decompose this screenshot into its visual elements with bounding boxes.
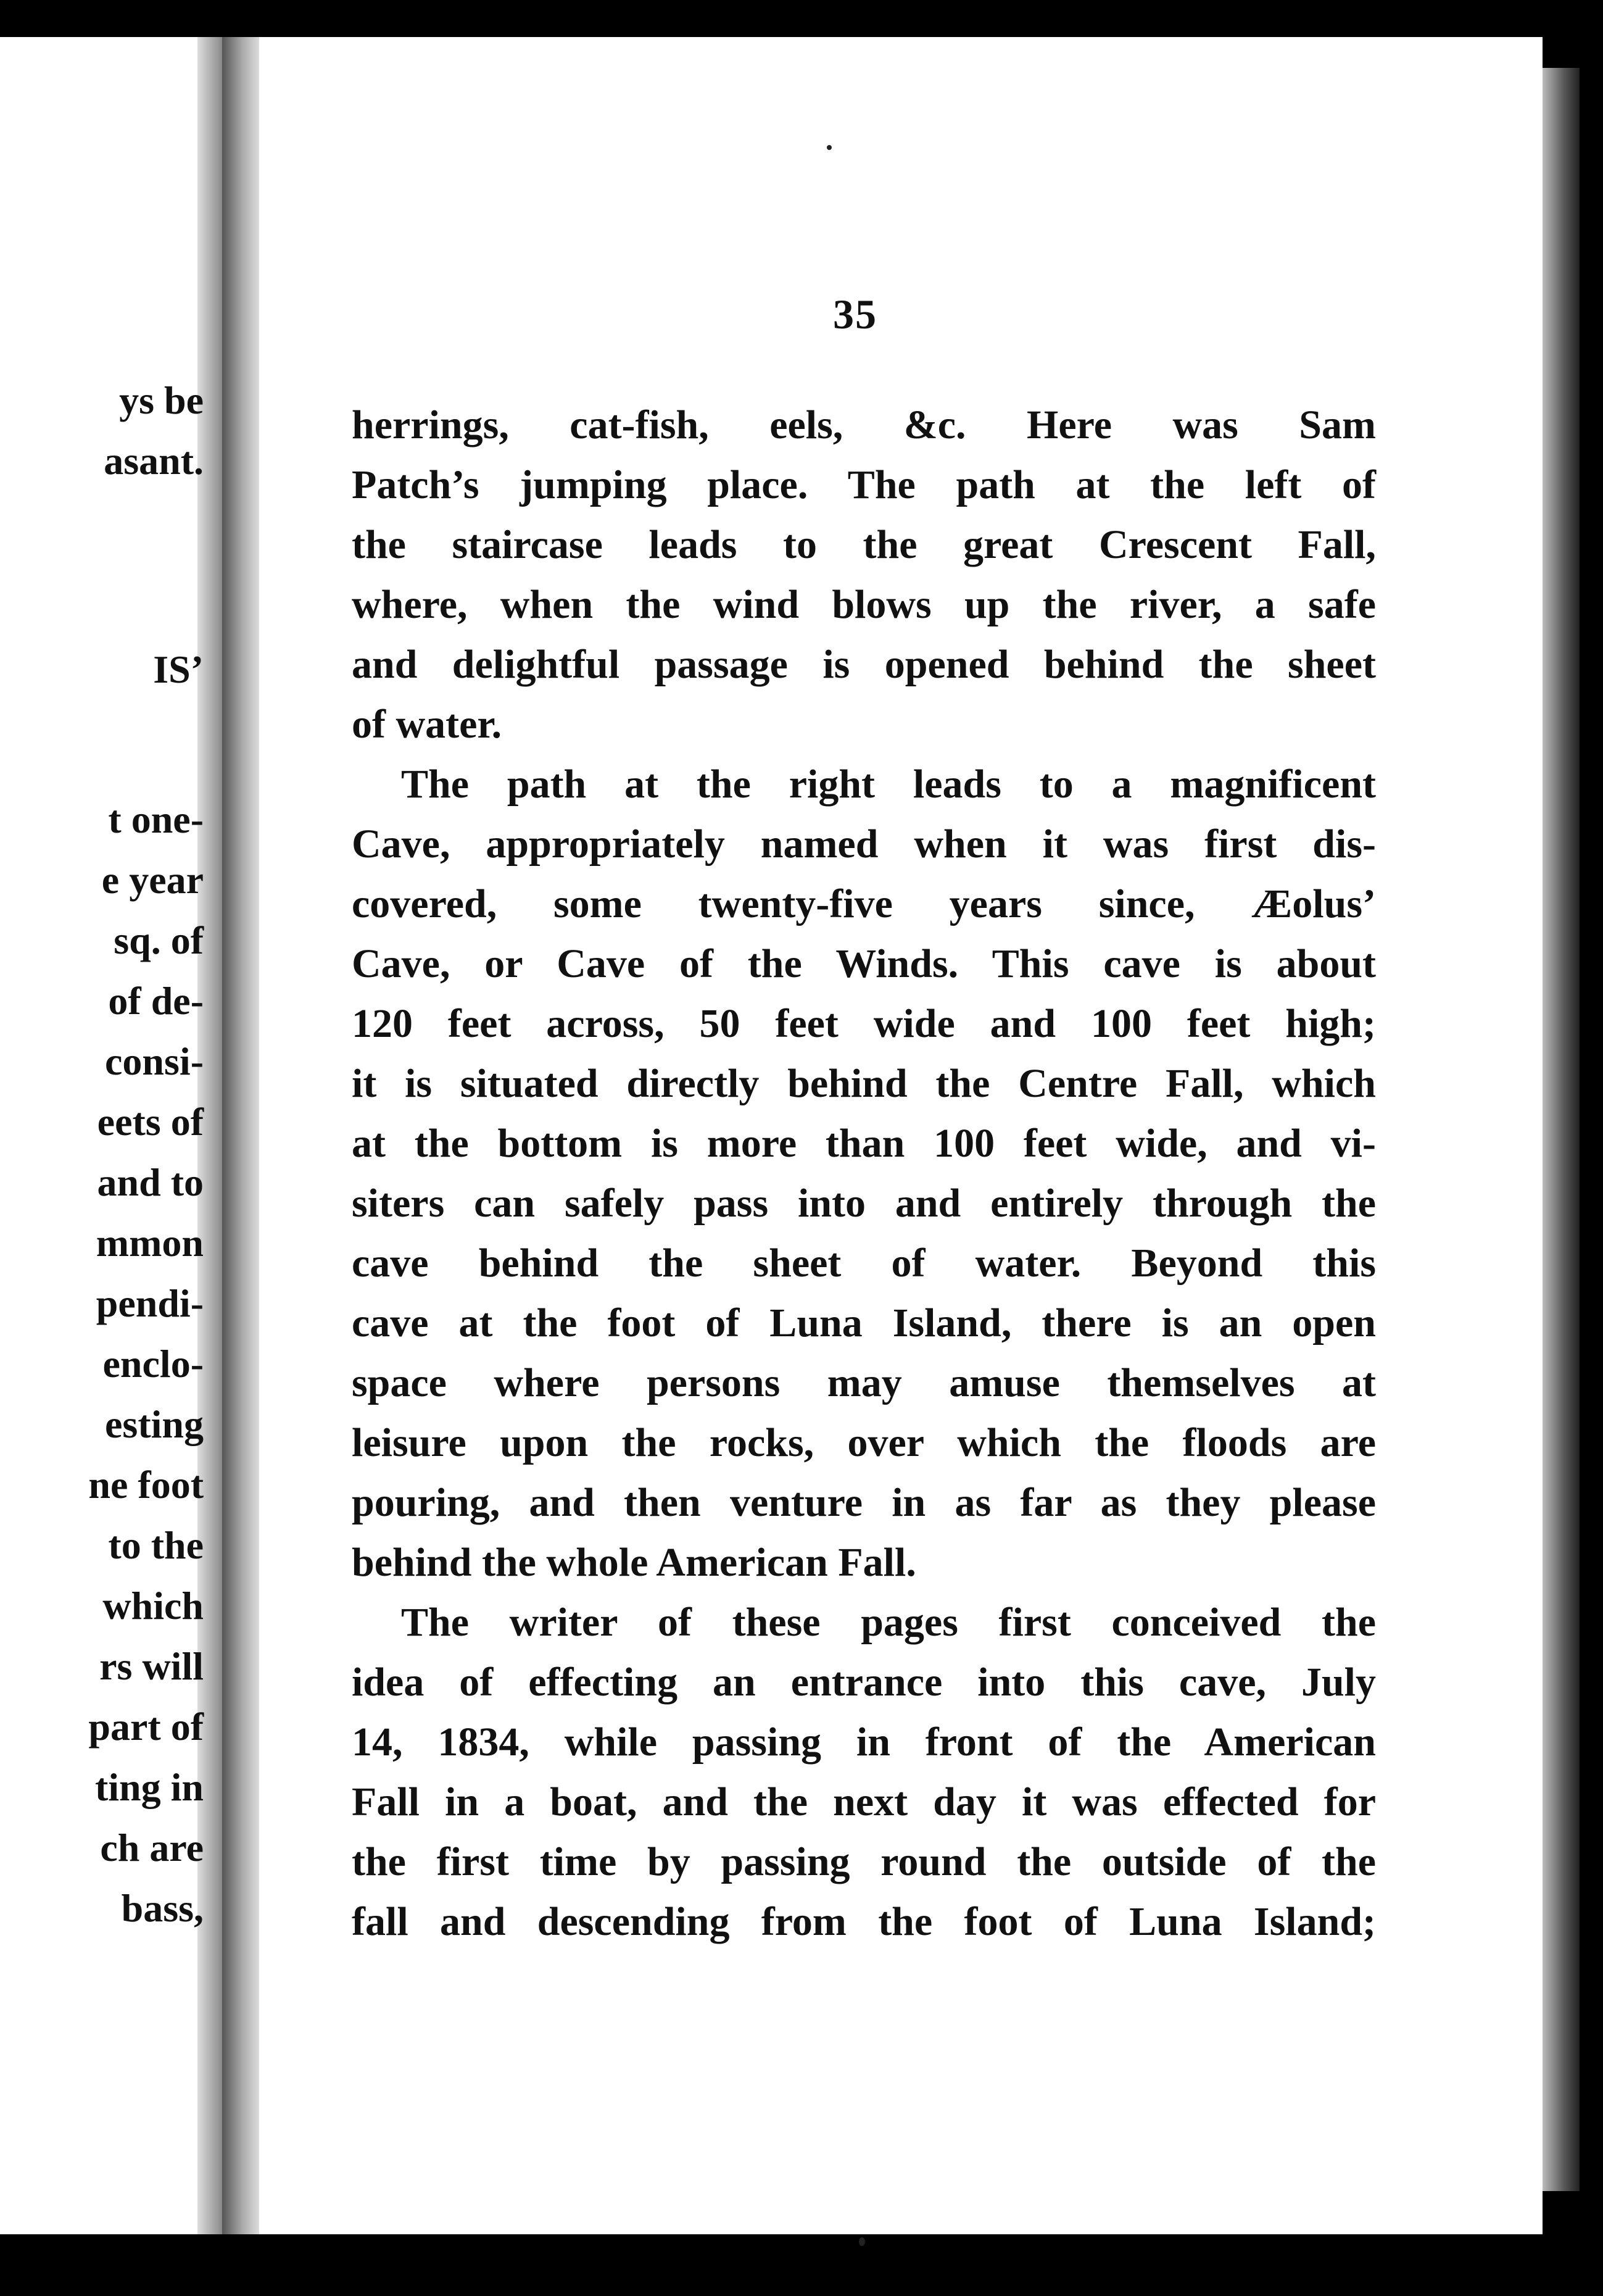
right-page-edge-shadow xyxy=(1543,68,1580,2191)
left-fragment-gap xyxy=(0,700,204,789)
left-fragment-line: bass, xyxy=(121,1886,204,1930)
scan-speck xyxy=(827,145,832,150)
left-fragment-line: consi- xyxy=(105,1039,204,1083)
left-fragment-line: mmon xyxy=(96,1221,204,1265)
page-body-text xyxy=(352,395,1376,1952)
text-line: and delightful passage is opened behind the sheet xyxy=(352,642,1376,687)
text-line: The writer of these pages first conceived the xyxy=(401,1600,1376,1645)
text-line: of water. xyxy=(352,702,502,747)
text-line: the staircase leads to the great Crescent Fall, xyxy=(352,522,1376,567)
text-line: Cave, or Cave of the Winds. This cave is about xyxy=(352,941,1376,986)
left-fragment-line: which xyxy=(102,1584,204,1628)
left-fragment-line: asant. xyxy=(104,439,204,483)
left-fragment-line: of de- xyxy=(108,979,204,1023)
paragraph xyxy=(352,754,1376,1592)
left-fragment-line: eets of xyxy=(97,1100,204,1144)
book-gutter xyxy=(222,37,259,2234)
text-line: it is situated directly behind the Centre Fall, which xyxy=(352,1061,1376,1106)
text-line: where, when the wind blows up the river, a safe xyxy=(352,582,1376,627)
left-fragment-line: t one- xyxy=(108,797,204,841)
left-fragment-line: ch are xyxy=(100,1826,204,1870)
text-line: 14, 1834, while passing in front of the American xyxy=(352,1720,1376,1765)
text-line: behind the whole American Fall. xyxy=(352,1540,916,1585)
text-line: idea of effecting an entrance into this cave, July xyxy=(352,1660,1376,1705)
left-fragment-line: e year xyxy=(101,858,204,902)
left-fragment-line: pendi- xyxy=(96,1281,204,1325)
text-line: fall and descending from the foot of Luna Island; xyxy=(352,1899,1376,1944)
text-line: Cave, appropriately named when it was first dis- xyxy=(352,821,1376,867)
left-fragment-line: ys be xyxy=(119,378,204,422)
text-line: the first time by passing round the outside of the xyxy=(352,1839,1376,1884)
page-number: 35 xyxy=(833,291,877,338)
left-fragment-line: rs will xyxy=(99,1644,204,1688)
text-line: pouring, and then venture in as far as they please xyxy=(352,1480,1376,1525)
text-line: The path at the right leads to a magnificent xyxy=(401,762,1376,807)
text-line: covered, some twenty-five years since, Æolus’ xyxy=(352,881,1376,926)
left-fragment-line: and to xyxy=(97,1160,204,1204)
left-fragment-line: part of xyxy=(88,1705,204,1749)
left-fragment-line: esting xyxy=(105,1402,204,1446)
text-line: at the bottom is more than 100 feet wide, and vi- xyxy=(352,1121,1376,1166)
left-fragment-line: ne foot xyxy=(88,1463,204,1507)
left-page-text-fragments xyxy=(0,370,204,1939)
left-fragment-line: to the xyxy=(108,1523,204,1567)
left-fragment-heading: IS’ xyxy=(153,647,204,691)
text-line: cave at the foot of Luna Island, there is an open xyxy=(352,1300,1376,1346)
left-fragment-line: enclo- xyxy=(102,1342,204,1386)
paragraph xyxy=(352,1592,1376,1952)
text-line: siters can safely pass into and entirely through the xyxy=(352,1181,1376,1226)
text-line: herrings, cat-fish, eels, &c. Here was Sam xyxy=(352,402,1376,447)
paragraph xyxy=(352,395,1376,754)
text-line: Patch’s jumping place. The path at the left of xyxy=(352,462,1376,507)
text-line: space where persons may amuse themselves at xyxy=(352,1360,1376,1405)
left-fragment-gap xyxy=(0,491,204,639)
left-fragment-line: sq. of xyxy=(114,918,204,962)
text-line: 120 feet across, 50 feet wide and 100 feet high; xyxy=(352,1001,1376,1046)
text-line: cave behind the sheet of water. Beyond this xyxy=(352,1241,1376,1286)
left-fragment-line: ting in xyxy=(94,1765,204,1809)
text-line: Fall in a boat, and the next day it was effected for xyxy=(352,1779,1376,1824)
text-line: leisure upon the rocks, over which the floods are xyxy=(352,1420,1376,1465)
scan-speck xyxy=(859,2237,865,2246)
